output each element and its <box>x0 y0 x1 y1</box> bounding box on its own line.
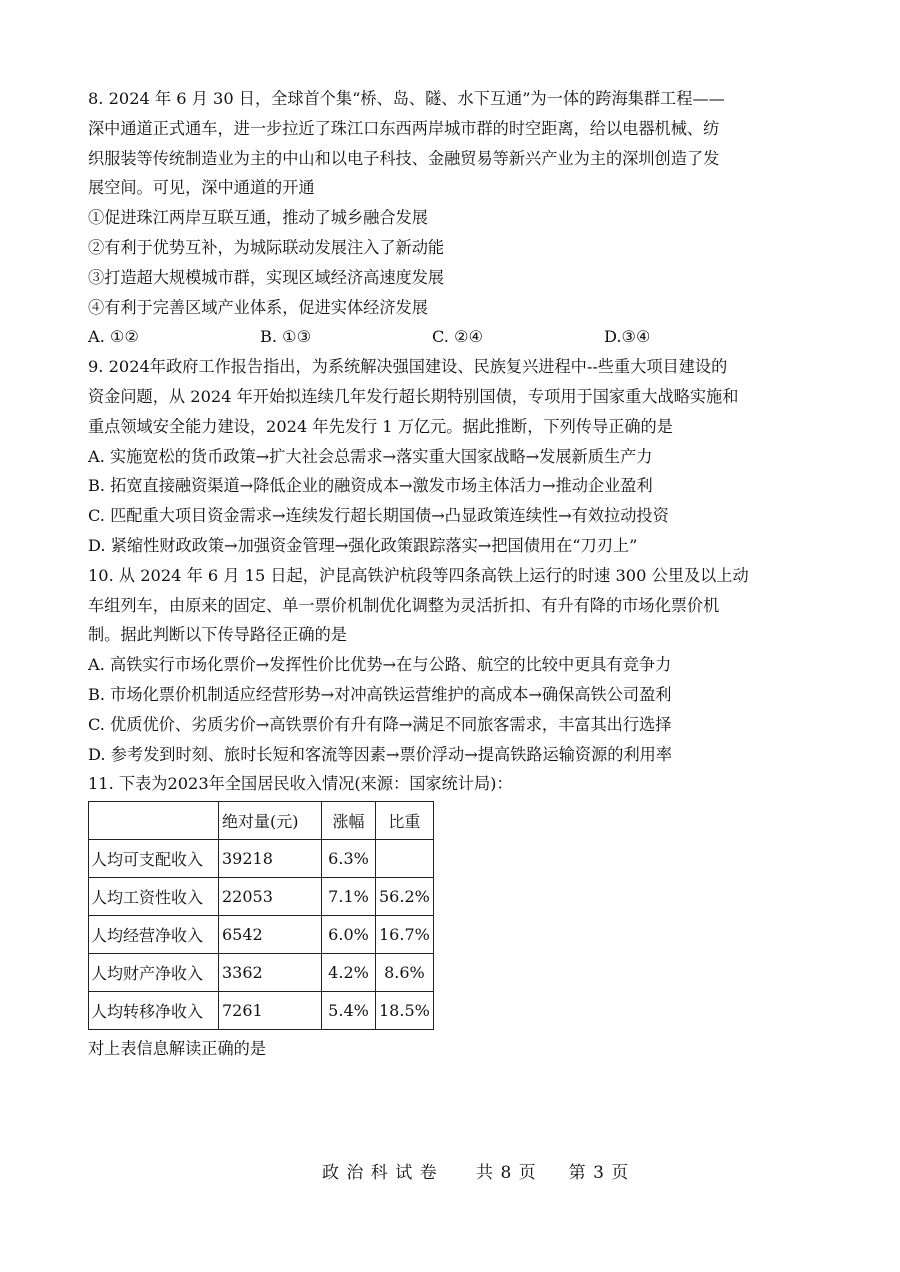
table-cell: 18.5% <box>376 992 434 1030</box>
table-cell: 6542 <box>219 916 322 954</box>
table-cell: 7.1% <box>322 878 376 916</box>
question-8 <box>88 84 818 352</box>
table-cell: 3362 <box>219 954 322 992</box>
table-header-cell: 涨幅 <box>322 802 376 840</box>
q8-statement: ②有利于优势互补，为城际联动发展注入了新动能 <box>88 237 445 257</box>
q8-statement: ③打造超大规模城市群，实现区域经济高速度发展 <box>88 267 445 287</box>
q8-stem-line: 织服装等传统制造业为主的中山和以电子科技、金融贸易等新兴产业为主的深圳创造了发 <box>88 148 720 168</box>
table-cell: 56.2% <box>376 878 434 916</box>
question-10 <box>88 561 818 770</box>
table-header-row <box>89 802 434 840</box>
table-row <box>89 916 434 954</box>
question-11 <box>88 769 818 1064</box>
table-cell: 5.4% <box>322 992 376 1030</box>
table-cell: 人均转移净收入 <box>89 992 219 1030</box>
q10-option-d: D. 参考发到时刻、旅时长短和客流等因素→票价浮动→提高铁路运输资源的利用率 <box>88 744 673 764</box>
q10-option-a: A. 高铁实行市场化票价→发挥性价比优势→在与公路、航空的比较中更具有竞争力 <box>88 655 672 675</box>
q8-option-d: D.③④ <box>604 327 651 347</box>
q8-statement: ①促进珠江两岸互联互通，推动了城乡融合发展 <box>88 208 428 228</box>
q9-option-b: B. 拓宽直接融资渠道→降低企业的融资成本→激发市场主体活力→推动企业盈利 <box>88 476 653 496</box>
table-cell: 人均经营净收入 <box>89 916 219 954</box>
q8-option-a: A. ①② <box>88 327 140 347</box>
table-cell: 8.6% <box>376 954 434 992</box>
q8-option-b: B. ①③ <box>260 327 312 347</box>
q8-options <box>88 322 818 352</box>
table-row <box>89 878 434 916</box>
q9-stem-line: 资金问题，从 2024 年开始拟连续几年发行超长期特别国债，专项用于国家重大战略实施和 <box>88 386 739 406</box>
q8-statement: ④有利于完善区域产业体系，促进实体经济发展 <box>88 297 428 317</box>
table-cell: 人均工资性收入 <box>89 878 219 916</box>
q9-option-d: D. 紧缩性财政政策→加强资金管理→强化政策跟踪落实→把国债用在“刀刃上” <box>88 535 638 555</box>
table-cell: 16.7% <box>376 916 434 954</box>
table-cell: 39218 <box>219 840 322 878</box>
q9-option-c: C. 匹配重大项目资金需求→连续发行超长期国债→凸显政策连续性→有效拉动投资 <box>88 506 669 526</box>
exam-page <box>88 84 818 1064</box>
table-cell: 4.2% <box>322 954 376 992</box>
table-header-cell: 绝对量(元) <box>219 802 322 840</box>
q10-option-b: B. 市场化票价机制适应经营形势→对冲高铁运营维护的高成本→确保高铁公司盈利 <box>88 684 672 704</box>
q10-stem-line: 10. 从 2024 年 6 月 15 日起，沪昆高铁沪杭段等四条高铁上运行的时速 300 公里及以上动 <box>88 565 749 585</box>
income-table <box>88 801 434 1030</box>
question-9 <box>88 352 818 561</box>
table-cell: 22053 <box>219 878 322 916</box>
table-row <box>89 992 434 1030</box>
q8-stem-line: 展空间。可见，深中通道的开通 <box>88 178 315 198</box>
table-header-cell: 比重 <box>376 802 434 840</box>
table-cell: 6.3% <box>322 840 376 878</box>
q11-question: 对上表信息解读正确的是 <box>88 1039 267 1059</box>
table-row <box>89 840 434 878</box>
q8-stem-line: 深中通道正式通车，进一步拉近了珠江口东西两岸城市群的时空距离，给以电器机械、纺 <box>88 118 720 138</box>
table-row <box>89 954 434 992</box>
q11-intro: 11. 下表为2023年全国居民收入情况(来源：国家统计局)： <box>88 774 513 794</box>
q10-stem-line: 制。据此判断以下传导路径正确的是 <box>88 625 347 645</box>
q9-option-a: A. 实施宽松的货币政策→扩大社会总需求→落实重大国家战略→发展新质生产力 <box>88 446 653 466</box>
table-header-cell <box>89 802 219 840</box>
q10-stem-line: 车组列车，由原来的固定、单一票价机制优化调整为灵活折扣、有升有降的市场化票价机 <box>88 595 720 615</box>
q9-stem-line: 9. 2024年政府工作报告指出，为系统解决强国建设、民族复兴进程中--些重大项目建设的 <box>88 357 728 377</box>
page-footer: 政 治 科 试 卷 共 8 页 第 3 页 <box>322 1163 630 1183</box>
table-cell <box>376 840 434 878</box>
table-cell: 人均财产净收入 <box>89 954 219 992</box>
q10-option-c: C. 优质优价、劣质劣价→高铁票价有升有降→满足不同旅客需求，丰富其出行选择 <box>88 714 672 734</box>
q8-option-c: C. ②④ <box>432 327 484 347</box>
q8-stem-line: 8. 2024 年 6 月 30 日，全球首个集“桥、岛、隧、水下互通”为一体的跨海集群工程—— <box>88 89 725 108</box>
table-cell: 人均可支配收入 <box>89 840 219 878</box>
table-cell: 6.0% <box>322 916 376 954</box>
table-cell: 7261 <box>219 992 322 1030</box>
q9-stem-line: 重点领域安全能力建设，2024 年先发行 1 万亿元。据此推断，下列传导正确的是 <box>88 416 673 436</box>
